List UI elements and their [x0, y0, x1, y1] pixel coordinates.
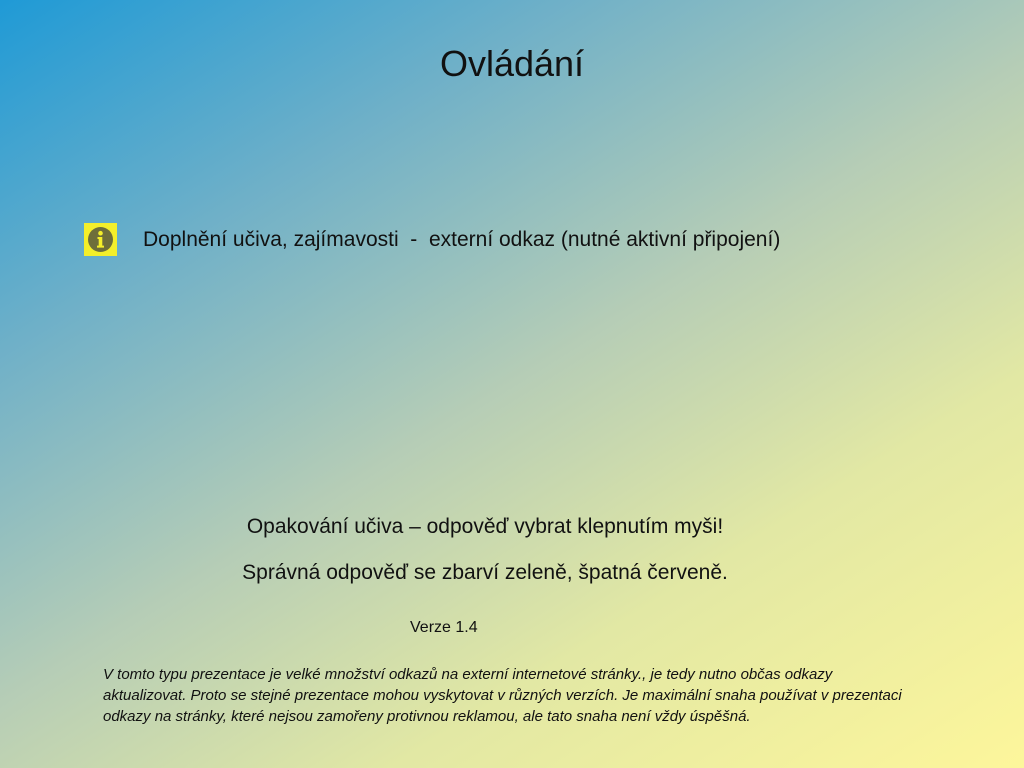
info-icon[interactable]	[84, 223, 117, 256]
info-glyph	[87, 226, 114, 253]
instruction-line-2: Správná odpověď se zbarví zeleně, špatná červeně.	[242, 561, 728, 584]
slide-title: Ovládání	[439, 43, 585, 84]
disclaimer-note: V tomto typu prezentace je velké množství odkazů na externí internetové stránky., je tedy nutno občas odkazy aktualizovat. Proto se stejné prezentace mohou vyskytovat v různých verzích. Je maximální snaha používat v prezentaci odkazy na stránky, které nejsou zamořeny protivnou reklamou, ale tato snaha není vždy úspěšná.	[103, 666, 902, 725]
version-label: Verze 1.4	[410, 619, 478, 636]
instruction-line-1: Opakování učiva – odpověď vybrat klepnutím myši!	[246, 515, 724, 538]
info-description: Doplnění učiva, zajímavosti - externí odkaz (nutné aktivní připojení)	[143, 228, 781, 251]
